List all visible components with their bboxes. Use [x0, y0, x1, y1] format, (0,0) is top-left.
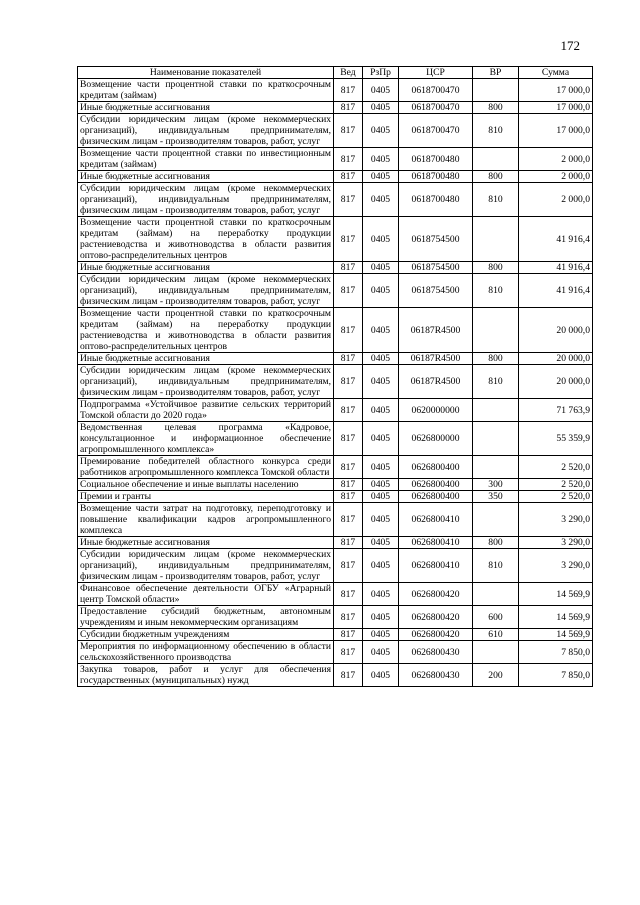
- cell-ved: 817: [334, 422, 363, 456]
- cell-rzpr: 0405: [363, 171, 399, 183]
- table-row: [78, 537, 593, 549]
- cell-name: Иные бюджетные ассигнования: [78, 102, 334, 114]
- cell-vr: 810: [473, 365, 519, 399]
- cell-name: Иные бюджетные ассигнования: [78, 537, 334, 549]
- table-row: [78, 171, 593, 183]
- cell-vr: [473, 422, 519, 456]
- cell-vr: [473, 456, 519, 479]
- table-row: [78, 491, 593, 503]
- cell-sum: 14 569,9: [519, 583, 593, 606]
- cell-ved: 817: [334, 664, 363, 687]
- cell-ved: 817: [334, 365, 363, 399]
- cell-csr: 0626800410: [399, 503, 473, 537]
- cell-vr: 800: [473, 537, 519, 549]
- cell-name: Субсидии бюджетным учреждениям: [78, 629, 334, 641]
- cell-sum: 17 000,0: [519, 102, 593, 114]
- cell-rzpr: 0405: [363, 399, 399, 422]
- cell-ved: 817: [334, 114, 363, 148]
- cell-csr: 0618700480: [399, 183, 473, 217]
- cell-ved: 817: [334, 183, 363, 217]
- table-row: [78, 606, 593, 629]
- cell-rzpr: 0405: [363, 479, 399, 491]
- cell-sum: 3 290,0: [519, 549, 593, 583]
- table-row: [78, 308, 593, 353]
- table-row: [78, 102, 593, 114]
- cell-csr: 0618754500: [399, 217, 473, 262]
- cell-sum: 2 520,0: [519, 479, 593, 491]
- cell-csr: 0618700470: [399, 114, 473, 148]
- table-row: [78, 365, 593, 399]
- table-body: [78, 79, 593, 687]
- cell-ved: 817: [334, 353, 363, 365]
- cell-sum: 71 763,9: [519, 399, 593, 422]
- table-row: [78, 629, 593, 641]
- cell-name: Возмещение части процентной ставки по инвестиционным кредитам (займам): [78, 148, 334, 171]
- cell-csr: 0618700480: [399, 171, 473, 183]
- cell-name: Возмещение части процентной ставки по краткосрочным кредитам (займам) на переработку продукции растениеводства и животноводства в области развития оптово-распределительных центров: [78, 217, 334, 262]
- cell-vr: 810: [473, 549, 519, 583]
- cell-csr: 0626800420: [399, 606, 473, 629]
- cell-name: Возмещение части процентной ставки по краткосрочным кредитам (займам) на переработку продукции растениеводства и животноводства в области развития оптово-распределительных центров: [78, 308, 334, 353]
- cell-rzpr: 0405: [363, 422, 399, 456]
- cell-sum: 14 569,9: [519, 629, 593, 641]
- table-row: [78, 583, 593, 606]
- header-sum: Сумма: [519, 67, 593, 79]
- cell-vr: 610: [473, 629, 519, 641]
- cell-rzpr: 0405: [363, 606, 399, 629]
- cell-rzpr: 0405: [363, 274, 399, 308]
- cell-vr: [473, 399, 519, 422]
- table-row: [78, 148, 593, 171]
- cell-csr: 06187R4500: [399, 365, 473, 399]
- budget-table: [77, 66, 593, 687]
- cell-vr: 800: [473, 171, 519, 183]
- header-ved: Вед: [334, 67, 363, 79]
- cell-sum: 2 000,0: [519, 183, 593, 217]
- cell-name: Премирование победителей областного конкурса среди работников агропромышленного комплекса Томской области: [78, 456, 334, 479]
- table-row: [78, 353, 593, 365]
- cell-name: Возмещение части затрат на подготовку, переподготовку и повышение квалификации кадров агропромышленного комплекса: [78, 503, 334, 537]
- table-row: [78, 183, 593, 217]
- cell-rzpr: 0405: [363, 148, 399, 171]
- cell-sum: 2 000,0: [519, 171, 593, 183]
- header-name: Наименование показателей: [78, 67, 334, 79]
- cell-ved: 817: [334, 217, 363, 262]
- cell-csr: 0626800420: [399, 583, 473, 606]
- cell-rzpr: 0405: [363, 641, 399, 664]
- cell-csr: 0626800000: [399, 422, 473, 456]
- table-row: [78, 399, 593, 422]
- cell-rzpr: 0405: [363, 217, 399, 262]
- cell-sum: 2 520,0: [519, 491, 593, 503]
- cell-ved: 817: [334, 549, 363, 583]
- cell-name: Иные бюджетные ассигнования: [78, 262, 334, 274]
- cell-sum: 7 850,0: [519, 641, 593, 664]
- cell-ved: 817: [334, 456, 363, 479]
- cell-name: Подпрограмма «Устойчивое развитие сельских территорий Томской области до 2020 года»: [78, 399, 334, 422]
- cell-ved: 817: [334, 399, 363, 422]
- cell-rzpr: 0405: [363, 262, 399, 274]
- cell-rzpr: 0405: [363, 549, 399, 583]
- table-row: [78, 664, 593, 687]
- cell-sum: 41 916,4: [519, 262, 593, 274]
- cell-rzpr: 0405: [363, 629, 399, 641]
- header-vr: ВР: [473, 67, 519, 79]
- cell-sum: 2 000,0: [519, 148, 593, 171]
- cell-vr: [473, 308, 519, 353]
- cell-name: Закупка товаров, работ и услуг для обеспечения государственных (муниципальных) нужд: [78, 664, 334, 687]
- cell-csr: 0618700480: [399, 148, 473, 171]
- cell-rzpr: 0405: [363, 114, 399, 148]
- table-row: [78, 641, 593, 664]
- header-rzpr: РзПр: [363, 67, 399, 79]
- cell-rzpr: 0405: [363, 537, 399, 549]
- cell-vr: 600: [473, 606, 519, 629]
- cell-sum: 3 290,0: [519, 537, 593, 549]
- header-csr: ЦСР: [399, 67, 473, 79]
- table-row: [78, 217, 593, 262]
- cell-ved: 817: [334, 171, 363, 183]
- cell-rzpr: 0405: [363, 308, 399, 353]
- cell-csr: 0626800430: [399, 641, 473, 664]
- cell-ved: 817: [334, 503, 363, 537]
- cell-name: Субсидии юридическим лицам (кроме некоммерческих организаций), индивидуальным предпринимателям, физическим лицам - производителям товаров, работ, услуг: [78, 183, 334, 217]
- table-row: [78, 114, 593, 148]
- cell-csr: 0626800400: [399, 456, 473, 479]
- table-row: [78, 422, 593, 456]
- cell-csr: 0618754500: [399, 262, 473, 274]
- cell-vr: 300: [473, 479, 519, 491]
- cell-vr: [473, 641, 519, 664]
- cell-rzpr: 0405: [363, 503, 399, 537]
- cell-vr: 800: [473, 353, 519, 365]
- cell-sum: 20 000,0: [519, 353, 593, 365]
- table-row: [78, 274, 593, 308]
- table-row: [78, 549, 593, 583]
- cell-ved: 817: [334, 262, 363, 274]
- cell-rzpr: 0405: [363, 491, 399, 503]
- cell-ved: 817: [334, 583, 363, 606]
- cell-name: Финансовое обеспечение деятельности ОГБУ «Аграрный центр Томской области»: [78, 583, 334, 606]
- cell-name: Субсидии юридическим лицам (кроме некоммерческих организаций), индивидуальным предпринимателям, физическим лицам - производителям товаров, работ, услуг: [78, 549, 334, 583]
- cell-sum: 3 290,0: [519, 503, 593, 537]
- cell-name: Социальное обеспечение и иные выплаты населению: [78, 479, 334, 491]
- cell-vr: 810: [473, 114, 519, 148]
- cell-sum: 41 916,4: [519, 217, 593, 262]
- cell-ved: 817: [334, 629, 363, 641]
- cell-vr: 800: [473, 102, 519, 114]
- cell-csr: 0626800410: [399, 537, 473, 549]
- cell-name: Предоставление субсидий бюджетным, автономным учреждениям и иным некоммерческим организациям: [78, 606, 334, 629]
- cell-vr: 810: [473, 274, 519, 308]
- cell-rzpr: 0405: [363, 664, 399, 687]
- cell-vr: 200: [473, 664, 519, 687]
- cell-name: Мероприятия по информационному обеспечению в области сельскохозяйственного производства: [78, 641, 334, 664]
- cell-ved: 817: [334, 274, 363, 308]
- cell-vr: 350: [473, 491, 519, 503]
- cell-sum: 20 000,0: [519, 365, 593, 399]
- cell-vr: 810: [473, 183, 519, 217]
- cell-ved: 817: [334, 102, 363, 114]
- cell-sum: 55 359,9: [519, 422, 593, 456]
- table-row: [78, 479, 593, 491]
- cell-vr: [473, 79, 519, 102]
- cell-name: Иные бюджетные ассигнования: [78, 171, 334, 183]
- cell-ved: 817: [334, 308, 363, 353]
- table-row: [78, 262, 593, 274]
- cell-csr: 0626800430: [399, 664, 473, 687]
- cell-rzpr: 0405: [363, 353, 399, 365]
- cell-sum: 20 000,0: [519, 308, 593, 353]
- table-row: [78, 503, 593, 537]
- cell-sum: 17 000,0: [519, 114, 593, 148]
- cell-sum: 14 569,9: [519, 606, 593, 629]
- cell-name: Премии и гранты: [78, 491, 334, 503]
- table-header-row: [78, 67, 593, 79]
- table-row: [78, 456, 593, 479]
- cell-name: Возмещение части процентной ставки по краткосрочным кредитам (займам): [78, 79, 334, 102]
- cell-rzpr: 0405: [363, 79, 399, 102]
- cell-rzpr: 0405: [363, 183, 399, 217]
- cell-csr: 06187R4500: [399, 353, 473, 365]
- cell-csr: 0618754500: [399, 274, 473, 308]
- cell-name: Иные бюджетные ассигнования: [78, 353, 334, 365]
- cell-ved: 817: [334, 479, 363, 491]
- cell-sum: 2 520,0: [519, 456, 593, 479]
- cell-csr: 0626800410: [399, 549, 473, 583]
- cell-sum: 17 000,0: [519, 79, 593, 102]
- cell-sum: 41 916,4: [519, 274, 593, 308]
- cell-ved: 817: [334, 79, 363, 102]
- cell-ved: 817: [334, 491, 363, 503]
- cell-ved: 817: [334, 641, 363, 664]
- cell-vr: [473, 148, 519, 171]
- cell-sum: 7 850,0: [519, 664, 593, 687]
- cell-csr: 0626800400: [399, 491, 473, 503]
- cell-name: Ведомственная целевая программа «Кадровое, консультационное и информационное обеспечение агропромышленного комплекса»: [78, 422, 334, 456]
- cell-csr: 0618700470: [399, 102, 473, 114]
- cell-vr: 800: [473, 262, 519, 274]
- cell-name: Субсидии юридическим лицам (кроме некоммерческих организаций), индивидуальным предпринимателям, физическим лицам - производителям товаров, работ, услуг: [78, 114, 334, 148]
- page-number: 172: [560, 38, 580, 53]
- table-row: [78, 79, 593, 102]
- cell-name: Субсидии юридическим лицам (кроме некоммерческих организаций), индивидуальным предпринимателям, физическим лицам - производителям товаров, работ, услуг: [78, 274, 334, 308]
- cell-ved: 817: [334, 606, 363, 629]
- cell-ved: 817: [334, 148, 363, 171]
- cell-csr: 0618700470: [399, 79, 473, 102]
- cell-rzpr: 0405: [363, 583, 399, 606]
- cell-csr: 06187R4500: [399, 308, 473, 353]
- cell-rzpr: 0405: [363, 456, 399, 479]
- cell-vr: [473, 503, 519, 537]
- cell-vr: [473, 583, 519, 606]
- cell-csr: 0626800420: [399, 629, 473, 641]
- cell-csr: 0626800400: [399, 479, 473, 491]
- cell-rzpr: 0405: [363, 365, 399, 399]
- cell-csr: 0620000000: [399, 399, 473, 422]
- cell-rzpr: 0405: [363, 102, 399, 114]
- cell-vr: [473, 217, 519, 262]
- cell-ved: 817: [334, 537, 363, 549]
- cell-name: Субсидии юридическим лицам (кроме некоммерческих организаций), индивидуальным предпринимателям, физическим лицам - производителям товаров, работ, услуг: [78, 365, 334, 399]
